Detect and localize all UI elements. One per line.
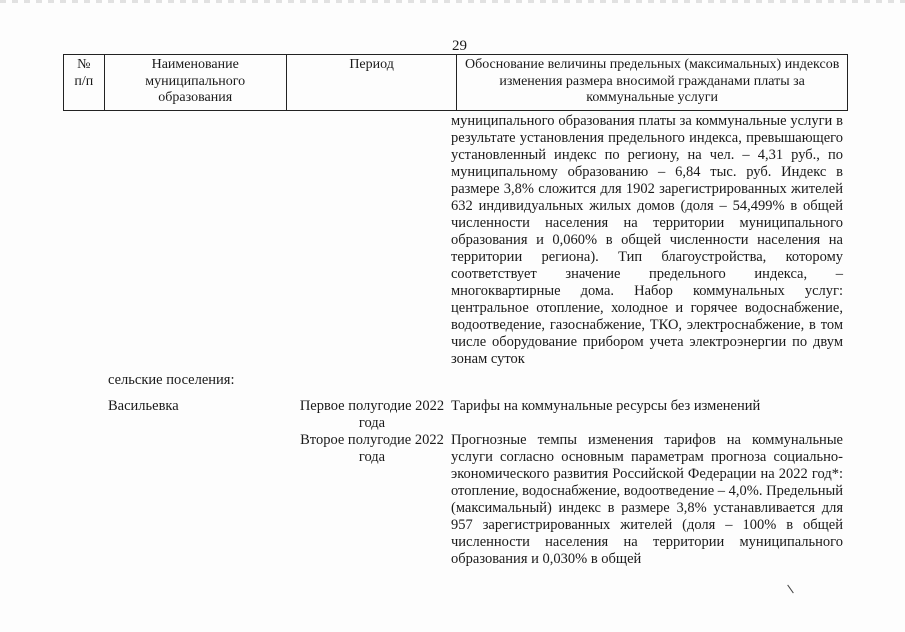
header-period-label: Период: [349, 57, 394, 72]
period-second-half: Второе полугодие 2022 года: [300, 432, 444, 465]
header-number-label: № п/п: [74, 57, 94, 89]
municipality-name: Васильевка: [108, 398, 179, 414]
header-cell-number: [64, 55, 105, 111]
table-header: [63, 54, 848, 111]
reason-second-half: Прогнозные темпы изменения тарифов на коммунальные услуги согласно основным параметрам прогноза социально-экономического развития Российской Федерации на 2022 год*: отопление, водоснабжение, водоотведение – 4,0%. Предельный (максимальный) индекс в размере 3,8% устанавливается для 957 зарегистрированных жителей (доля – 100% в общей численности населения на территории муниципального образования и 0,030% в общей: [451, 432, 843, 567]
section-label-rural: сельские поселения:: [108, 372, 235, 388]
continued-paragraph: муниципального образования платы за коммунальные услуги в результате установления предельного индекса, превышающего установленный индекс по региону, на чел. – 4,31 руб., по муниципальному образованию – 6,84 тыс. руб. Индекс в размере 3,8% сложится для 1902 зарегистрированных жителей 632 индивидуальных жилых домов (доля – 54,499% в общей численности населения на территории муниципального образования и 0,060% в общей численности населения на территории региона). Тип благоустройства, которому соответствует значение предельного индекса, – многоквартирные дома. Набор коммунальных услуг: центральное отопление, холодное и горячее водоснабжение, водоотведение, газоснабжение, ТКО, электроснабжение, в том числе оборудование прибором учета электроэнергии по двум зонам суток: [451, 113, 843, 367]
page-number: 29: [452, 38, 467, 54]
continued-reason-text: [451, 113, 843, 368]
header-name-label: Наименование муниципального образования: [145, 57, 246, 105]
header-reason-label: Обоснование величины предельных (максимальных) индексов изменения размера вносимой гражданами платы за коммунальные услуги: [464, 57, 840, 105]
table-header-row: [64, 55, 848, 111]
period-first-half: Первое полугодие 2022 года: [299, 398, 445, 431]
reason-first-half: Тарифы на коммунальные ресурсы без изменений: [451, 398, 761, 414]
header-cell-name: [104, 55, 286, 111]
scan-edge-decoration: [0, 0, 905, 3]
scan-mark: [787, 585, 794, 594]
header-cell-reason: [457, 55, 848, 111]
header-cell-period: [286, 55, 456, 111]
